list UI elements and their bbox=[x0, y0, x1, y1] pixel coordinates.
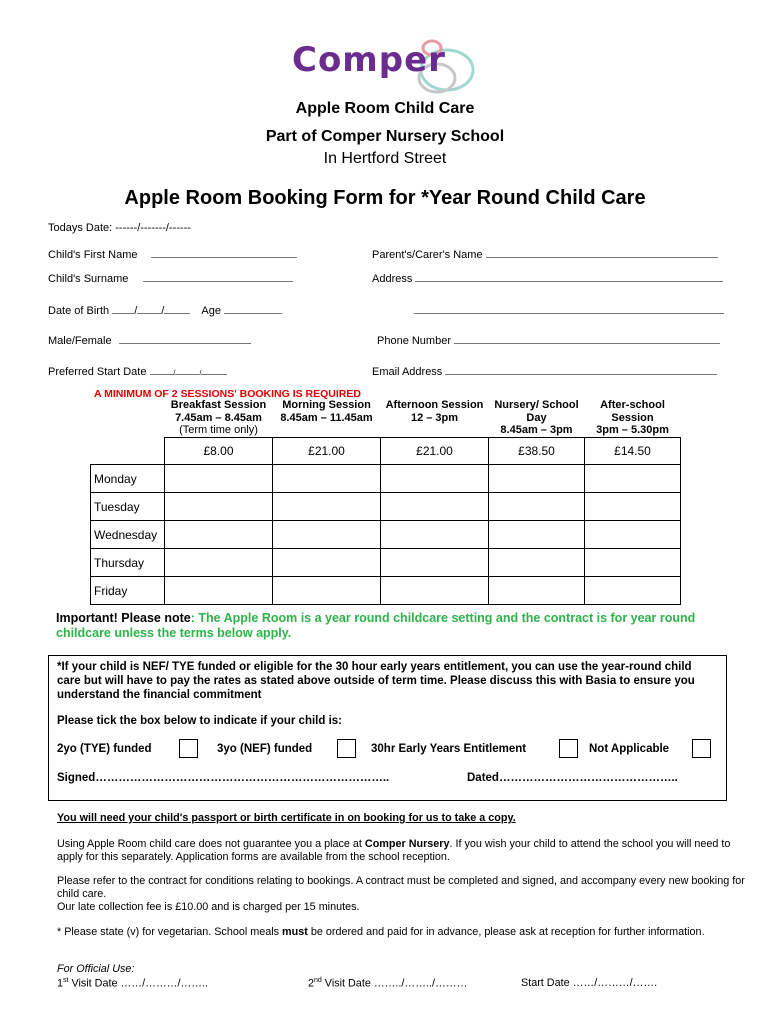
session-header bbox=[489, 399, 585, 437]
meals-text: * Please state (v) for vegetarian. School meals bbox=[57, 926, 283, 938]
booking-schedule-table bbox=[90, 399, 681, 605]
logo-wordmark: Comper bbox=[292, 40, 446, 80]
booking-cell[interactable] bbox=[489, 465, 585, 493]
child-surname-line bbox=[143, 281, 293, 282]
day-row bbox=[91, 577, 681, 605]
comper-logo bbox=[282, 18, 482, 98]
late-fee-note: Our late collection fee is £10.00 and is charged per 15 minutes. bbox=[57, 901, 360, 913]
meals-text-cont: be ordered and paid for in advance, please ask at reception for further information. bbox=[307, 926, 705, 938]
booking-cell[interactable] bbox=[489, 577, 585, 605]
todays-date-field[interactable]: Todays Date: ------/-------/------ bbox=[48, 222, 191, 234]
preferred-start-field[interactable]: Preferred Start Date / / bbox=[48, 366, 227, 378]
booking-cell[interactable] bbox=[381, 465, 489, 493]
option-30hr-checkbox[interactable] bbox=[559, 739, 578, 758]
dob-field[interactable]: Date of Birth / / Age bbox=[48, 305, 282, 317]
session-name-line2: Session bbox=[611, 411, 654, 424]
page-title: Apple Room Booking Form for *Year Round Child Care bbox=[124, 187, 646, 209]
option-3yo-checkbox[interactable] bbox=[337, 739, 356, 758]
booking-cell[interactable] bbox=[165, 493, 273, 521]
email-label: Email Address bbox=[372, 366, 443, 378]
visit1-text: Visit Date ……/………/…….. bbox=[68, 977, 209, 990]
age-line bbox=[224, 313, 282, 314]
child-first-name-field[interactable] bbox=[48, 249, 297, 261]
important-text: The Apple Room is a year round childcare setting and the contract is for year round childcare unless the terms below apply. bbox=[56, 611, 696, 640]
visit2-sup: nd bbox=[314, 977, 322, 984]
price-row-blank bbox=[91, 437, 165, 465]
dated-field[interactable]: Dated……………………………………….. bbox=[467, 772, 678, 784]
session-name: Nursery/ School bbox=[494, 399, 579, 411]
signed-field[interactable]: Signed………………………………………………………………….. bbox=[57, 772, 390, 784]
start-month-line bbox=[175, 374, 199, 375]
booking-cell[interactable] bbox=[273, 465, 381, 493]
booking-cell[interactable] bbox=[489, 549, 585, 577]
important-label: Important! Please note bbox=[56, 611, 191, 625]
blank-corner bbox=[91, 399, 165, 437]
important-note bbox=[56, 611, 736, 641]
day-row bbox=[91, 521, 681, 549]
price-cell: £38.50 bbox=[489, 437, 585, 465]
heading-location: In Hertford Street bbox=[323, 150, 447, 167]
minimum-sessions-warning: A MINIMUM OF 2 SESSIONS' BOOKING IS REQUIRED bbox=[94, 388, 361, 400]
session-name: After-school bbox=[600, 399, 665, 411]
male-female-field[interactable] bbox=[48, 335, 251, 347]
option-not-applicable-label: Not Applicable bbox=[589, 743, 670, 755]
dob-month-line bbox=[137, 313, 161, 314]
comper-nursery-text: Comper Nursery bbox=[364, 838, 450, 850]
price-cell: £8.00 bbox=[165, 437, 273, 465]
email-line bbox=[445, 374, 717, 375]
child-surname-label: Child's Surname bbox=[48, 273, 129, 285]
age-label: Age bbox=[201, 305, 221, 317]
option-30hr-label: 30hr Early Years Entitlement bbox=[371, 743, 527, 755]
guarantee-note bbox=[57, 838, 747, 864]
price-cell: £14.50 bbox=[585, 437, 681, 465]
dob-year-line bbox=[164, 313, 190, 314]
day-row bbox=[91, 493, 681, 521]
booking-cell[interactable] bbox=[489, 493, 585, 521]
official-use-label: For Official Use: bbox=[57, 963, 135, 975]
phone-field[interactable] bbox=[377, 335, 720, 347]
funding-box bbox=[48, 655, 727, 801]
visit2-num: 2 bbox=[308, 977, 315, 990]
booking-cell[interactable] bbox=[381, 577, 489, 605]
booking-cell[interactable] bbox=[489, 521, 585, 549]
session-time: 7.45am – 8.45am bbox=[175, 411, 262, 424]
first-visit-date[interactable] bbox=[57, 977, 208, 990]
phone-label: Phone Number bbox=[377, 335, 451, 347]
important-colon: : bbox=[190, 611, 195, 625]
dob-label: Date of Birth bbox=[48, 305, 110, 317]
price-cell: £21.00 bbox=[273, 437, 381, 465]
address-line-2[interactable] bbox=[414, 305, 724, 317]
booking-cell[interactable] bbox=[381, 521, 489, 549]
passport-note: You will need your child's passport or birth certificate in on booking for us to take a copy. bbox=[57, 812, 516, 824]
day-label: Friday bbox=[91, 577, 165, 605]
parent-name-field[interactable] bbox=[372, 249, 718, 261]
heading-part-of: Part of Comper Nursery School bbox=[265, 128, 505, 145]
meals-note bbox=[57, 926, 747, 939]
guarantee-text-cont: . If you wish your child to attend the school you will need to apply for this separately. Application forms are available from the school reception. bbox=[57, 838, 731, 863]
booking-cell[interactable] bbox=[585, 465, 681, 493]
tick-prompt: Please tick the box below to indicate if your child is: bbox=[57, 715, 343, 727]
option-2yo-label: 2yo (TYE) funded bbox=[57, 743, 152, 755]
visit1-num: 1 bbox=[57, 977, 64, 990]
meals-must: must bbox=[282, 926, 308, 938]
session-name: Afternoon Session bbox=[385, 399, 484, 411]
booking-cell[interactable] bbox=[585, 549, 681, 577]
booking-cell[interactable] bbox=[273, 577, 381, 605]
session-time: 3pm – 5.30pm bbox=[596, 424, 669, 436]
day-row bbox=[91, 549, 681, 577]
session-header-row bbox=[91, 399, 681, 437]
dob-day-line bbox=[112, 313, 134, 314]
booking-cell[interactable] bbox=[381, 549, 489, 577]
booking-cell[interactable] bbox=[585, 493, 681, 521]
address-field[interactable] bbox=[372, 273, 723, 285]
booking-cell[interactable] bbox=[585, 577, 681, 605]
option-2yo-checkbox[interactable] bbox=[179, 739, 198, 758]
session-time: 12 – 3pm bbox=[410, 411, 459, 424]
session-note: (Term time only) bbox=[179, 424, 258, 436]
second-visit-date[interactable] bbox=[308, 977, 467, 990]
child-first-name-line bbox=[151, 257, 297, 258]
booking-cell[interactable] bbox=[165, 577, 273, 605]
session-time: 8.45am – 11.45am bbox=[280, 411, 373, 424]
session-name-line2: Day bbox=[526, 411, 547, 424]
visit2-text: Visit Date ……../……../……… bbox=[321, 977, 468, 990]
email-field[interactable] bbox=[372, 366, 717, 378]
heading-apple-room: Apple Room Child Care bbox=[295, 100, 475, 117]
booking-cell[interactable] bbox=[165, 521, 273, 549]
day-row bbox=[91, 465, 681, 493]
session-header bbox=[585, 399, 681, 437]
male-female-line bbox=[119, 343, 251, 344]
child-surname-field[interactable] bbox=[48, 273, 293, 285]
booking-cell[interactable] bbox=[585, 521, 681, 549]
session-name: Morning Session bbox=[282, 399, 371, 411]
funding-paragraph: *If your child is NEF/ TYE funded or eligible for the 30 hour early years entitlement, you can use the year-round child care but will have to pay the rates as stated above outside of term time. Please discuss this with Basia to ensure you understand the financial commitment bbox=[57, 661, 695, 701]
guarantee-text: Using Apple Room child care does not guarantee you a place at bbox=[57, 838, 365, 850]
option-not-applicable-checkbox[interactable] bbox=[692, 739, 711, 758]
day-label: Monday bbox=[91, 465, 165, 493]
day-label: Wednesday bbox=[91, 521, 165, 549]
booking-cell[interactable] bbox=[165, 465, 273, 493]
start-year-line bbox=[201, 374, 227, 375]
session-header bbox=[273, 399, 381, 437]
session-header bbox=[381, 399, 489, 437]
booking-cell[interactable] bbox=[381, 493, 489, 521]
start-day-line bbox=[150, 374, 174, 375]
address-second-line bbox=[414, 313, 724, 314]
day-label: Thursday bbox=[91, 549, 165, 577]
parent-name-label: Parent's/Carer's Name bbox=[372, 249, 483, 261]
session-header bbox=[165, 399, 273, 437]
official-start-date[interactable]: Start Date ……/………/……. bbox=[521, 977, 658, 989]
parent-name-line bbox=[486, 257, 718, 258]
booking-cell[interactable] bbox=[273, 493, 381, 521]
booking-cell[interactable] bbox=[165, 549, 273, 577]
session-time: 8.45am – 3pm bbox=[500, 424, 573, 436]
price-cell: £21.00 bbox=[381, 437, 489, 465]
male-female-label: Male/Female bbox=[48, 335, 112, 347]
booking-cell[interactable] bbox=[273, 521, 381, 549]
address-line bbox=[415, 281, 723, 282]
phone-line bbox=[454, 343, 720, 344]
address-label: Address bbox=[372, 273, 413, 285]
day-label: Tuesday bbox=[91, 493, 165, 521]
contract-note: Please refer to the contract for conditions relating to bookings. A contract must be completed and signed, and accompany every new booking for child care. bbox=[57, 875, 745, 900]
visit1-sup: st bbox=[63, 977, 69, 984]
option-3yo-label: 3yo (NEF) funded bbox=[217, 743, 313, 755]
price-row bbox=[91, 437, 681, 465]
preferred-start-label: Preferred Start Date bbox=[48, 366, 147, 378]
child-first-name-label: Child's First Name bbox=[48, 249, 138, 261]
session-name: Breakfast Session bbox=[170, 399, 267, 411]
booking-cell[interactable] bbox=[273, 549, 381, 577]
